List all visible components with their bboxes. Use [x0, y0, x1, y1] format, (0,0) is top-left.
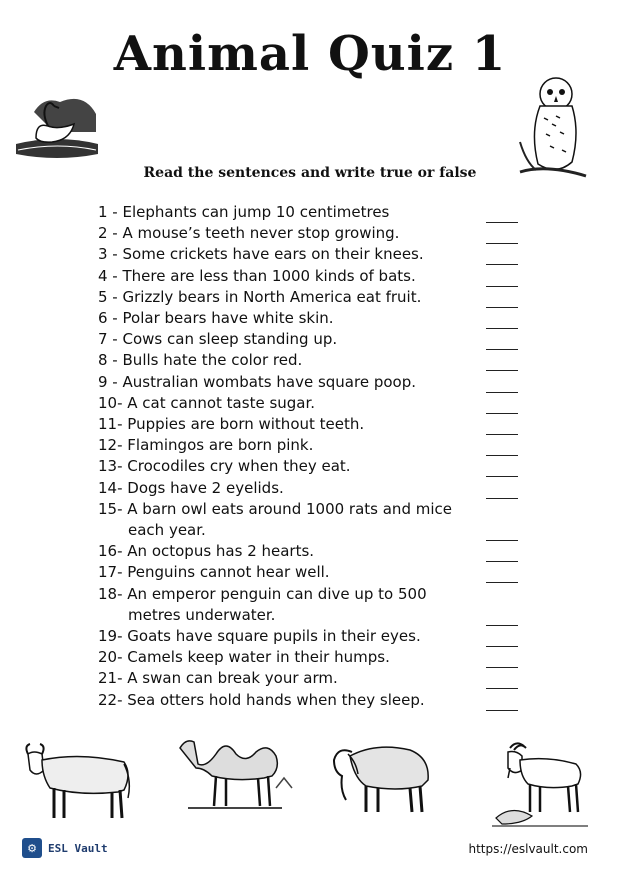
answer-blank[interactable]	[486, 328, 518, 329]
question-number: 22-	[98, 690, 123, 709]
question-item	[98, 244, 478, 265]
question-text: Puppies are born without teeth.	[127, 415, 365, 434]
question-number: 8 -	[98, 351, 118, 370]
question-item	[98, 393, 478, 414]
answer-blank[interactable]	[486, 710, 518, 711]
answer-blank[interactable]	[486, 667, 518, 668]
answer-blank[interactable]	[486, 222, 518, 223]
camel-icon	[176, 728, 294, 816]
answer-blank[interactable]	[486, 498, 518, 499]
esl-vault-logo[interactable]	[22, 838, 108, 858]
answer-blank[interactable]	[486, 307, 518, 308]
question-item	[98, 414, 478, 435]
page-title: Animal Quiz 1	[113, 26, 507, 82]
answer-blank[interactable]	[486, 646, 518, 647]
question-item	[98, 266, 478, 287]
answer-blank[interactable]	[486, 540, 518, 541]
question-item	[98, 584, 478, 605]
question-item	[98, 668, 478, 689]
logo-text: ESL Vault	[48, 841, 108, 855]
question-text: There are less than 1000 kinds of bats.	[122, 266, 416, 285]
question-item	[98, 626, 478, 647]
question-item	[98, 202, 478, 223]
question-number: 16-	[98, 542, 123, 561]
question-item	[98, 223, 478, 244]
question-item	[98, 287, 478, 308]
answer-blank[interactable]	[486, 561, 518, 562]
question-item	[98, 308, 478, 329]
question-number: 18-	[98, 584, 123, 603]
instructions: Read the sentences and write true or false	[143, 165, 477, 181]
question-item	[98, 329, 478, 350]
question-number: 10-	[98, 393, 123, 412]
question-number: 6 -	[98, 309, 118, 328]
question-item	[98, 456, 478, 477]
question-number: 7 -	[98, 330, 118, 349]
question-text: An octopus has 2 hearts.	[127, 542, 315, 561]
question-item	[98, 541, 478, 562]
elephant-icon	[326, 736, 442, 816]
answer-blank[interactable]	[486, 413, 518, 414]
question-number: 5 -	[98, 287, 118, 306]
question-number: 12-	[98, 436, 123, 455]
question-text: Polar bears have white skin.	[122, 309, 334, 328]
question-item	[98, 499, 478, 520]
question-text: Elephants can jump 10 centimetres	[122, 203, 390, 221]
question-number: 19-	[98, 627, 123, 646]
question-text: Penguins cannot hear well.	[127, 563, 330, 582]
answer-blank[interactable]	[486, 349, 518, 350]
question-item	[98, 372, 478, 393]
question-text-continuation: metres underwater.	[128, 605, 276, 624]
question-number: 2 -	[98, 224, 118, 243]
question-number: 17-	[98, 563, 123, 582]
question-number: 1 -	[98, 203, 118, 221]
answer-blank[interactable]	[486, 434, 518, 435]
answer-blank[interactable]	[486, 286, 518, 287]
question-text: Grizzly bears in North America eat fruit.	[122, 287, 422, 306]
question-item	[98, 350, 478, 371]
answer-blank[interactable]	[486, 688, 518, 689]
vault-icon: ⚙	[22, 838, 42, 858]
question-text: Crocodiles cry when they eat.	[127, 457, 351, 476]
question-text: Dogs have 2 eyelids.	[127, 478, 284, 497]
question-text: Sea otters hold hands when they sleep.	[127, 690, 425, 709]
answer-blank[interactable]	[486, 625, 518, 626]
question-item	[98, 562, 478, 583]
question-text: A mouse’s teeth never stop growing.	[122, 224, 400, 243]
answer-blank[interactable]	[486, 455, 518, 456]
question-number: 3 -	[98, 245, 118, 264]
question-number: 9 -	[98, 372, 118, 391]
answer-blank[interactable]	[486, 264, 518, 265]
question-number: 11-	[98, 415, 123, 434]
question-text: Camels keep water in their humps.	[127, 648, 390, 667]
answer-blank[interactable]	[486, 476, 518, 477]
question-number: 15-	[98, 499, 123, 518]
question-number: 20-	[98, 648, 123, 667]
answer-blank[interactable]	[486, 243, 518, 244]
goat-icon	[492, 740, 588, 830]
question-list	[98, 202, 478, 711]
question-text: Australian wombats have square poop.	[122, 372, 416, 391]
question-number: 14-	[98, 478, 123, 497]
question-text: A cat cannot taste sugar.	[127, 393, 316, 412]
answer-blank[interactable]	[486, 370, 518, 371]
question-text: Goats have square pupils in their eyes.	[127, 627, 421, 646]
question-text: Cows can sleep standing up.	[122, 330, 338, 349]
cow-icon	[20, 740, 138, 824]
question-item	[98, 647, 478, 668]
question-text: A swan can break your arm.	[127, 669, 338, 688]
question-item	[98, 690, 478, 711]
question-text: An emperor penguin can dive up to 500	[127, 584, 427, 603]
question-text: A barn owl eats around 1000 rats and mice	[127, 499, 452, 518]
swan-icon	[14, 92, 100, 162]
answer-blank[interactable]	[486, 582, 518, 583]
question-text: Flamingos are born pink.	[127, 436, 314, 455]
question-number: 13-	[98, 457, 123, 476]
question-number: 21-	[98, 669, 123, 688]
question-number: 4 -	[98, 266, 118, 285]
question-text: Bulls hate the color red.	[122, 351, 303, 370]
question-item	[98, 435, 478, 456]
footer-url[interactable]: https://eslvault.com	[468, 842, 588, 856]
question-item	[98, 478, 478, 499]
question-text-continuation: each year.	[128, 521, 206, 540]
answer-blank[interactable]	[486, 392, 518, 393]
question-text: Some crickets have ears on their knees.	[122, 245, 424, 264]
